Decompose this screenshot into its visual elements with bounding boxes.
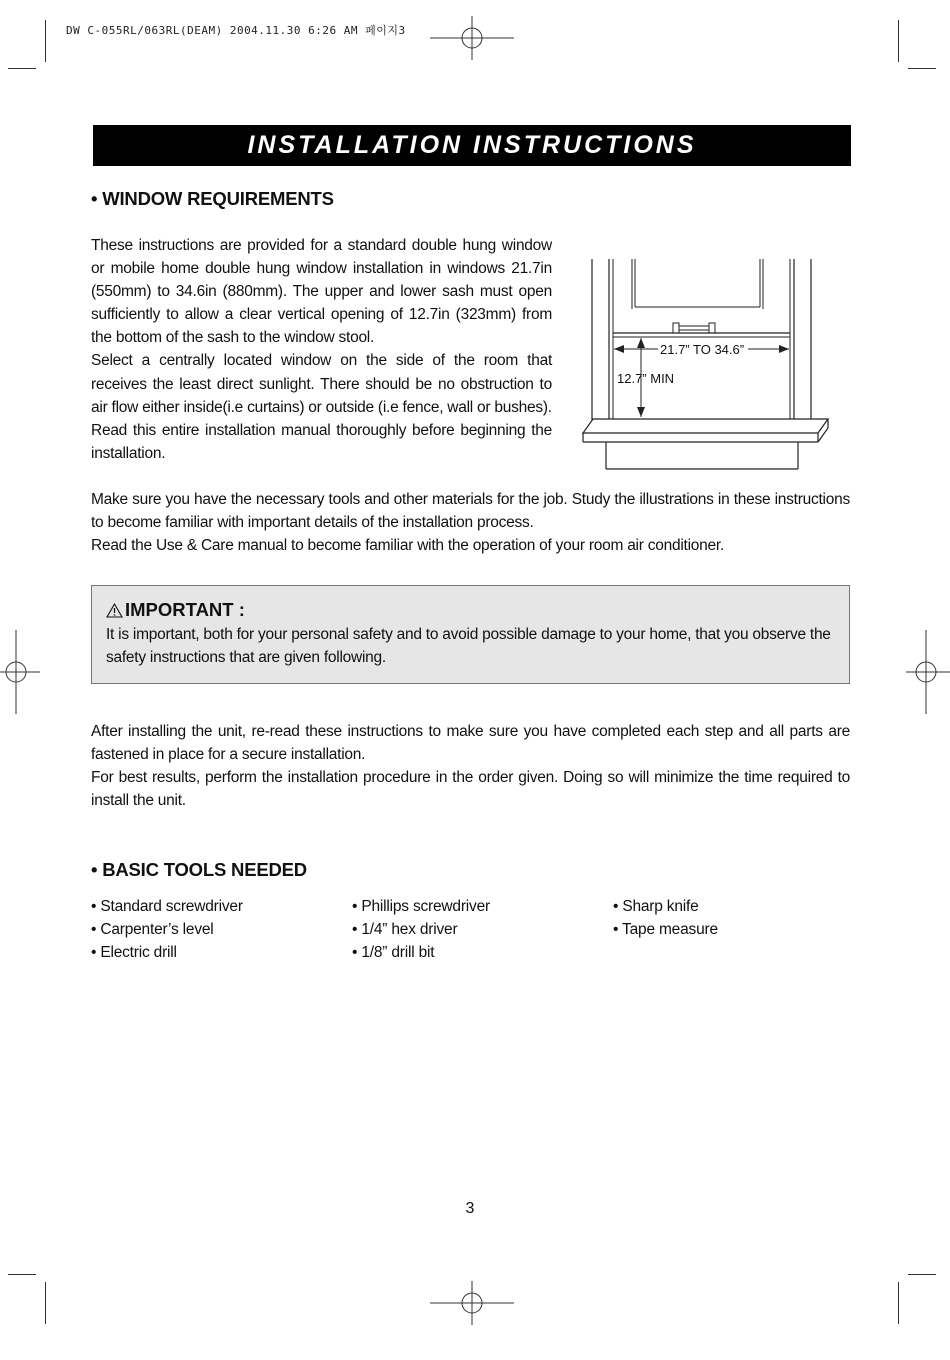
registration-mark-bottom <box>430 1281 514 1325</box>
list-item: • 1/8” drill bit <box>352 944 435 961</box>
important-notice <box>91 585 850 684</box>
paragraph: Read this entire installation manual thoroughly before beginning the installation. <box>91 421 552 462</box>
registration-mark-top <box>430 16 514 60</box>
important-text: It is important, both for your personal safety and to avoid possible damage to your home, that you observe the safety instructions that are given following. <box>106 626 831 667</box>
warning-icon <box>106 603 123 618</box>
registration-mark-right <box>906 630 950 714</box>
list-item: • Phillips screwdriver <box>352 898 490 915</box>
window-requirements-text <box>91 234 552 465</box>
list-item: • Tape measure <box>613 921 718 938</box>
paragraph: Select a centrally located window on the side of the room that receives the least direct sunlight. There should be no obstruction to air flow either inside(i.e curtains) or outside (i.e fence, wall or bushes). <box>91 352 552 416</box>
list-item: • Standard screwdriver <box>91 898 243 915</box>
width-dimension-label: 21.7” TO 34.6” <box>660 342 745 357</box>
list-item: • Carpenter’s level <box>91 921 214 938</box>
after-install-text <box>91 720 850 812</box>
registration-mark-left <box>0 630 40 714</box>
basic-tools-heading: • BASIC TOOLS NEEDED <box>91 859 307 880</box>
paragraph: After installing the unit, re-read these instructions to make sure you have completed each step and all parts are fastened in place for a secure installation. <box>91 723 850 764</box>
list-item: • 1/4” hex driver <box>352 921 458 938</box>
paragraph: For best results, perform the installation procedure in the order given. Doing so will minimize the time required to install the unit. <box>91 769 850 810</box>
window-requirements-text-full <box>91 488 850 557</box>
list-item: • Sharp knife <box>613 898 699 915</box>
important-title-text: IMPORTANT : <box>125 599 245 620</box>
page-number: 3 <box>465 1200 475 1217</box>
paragraph: Read the Use & Care manual to become familiar with the operation of your room air conditioner. <box>91 537 725 555</box>
list-item: • Electric drill <box>91 944 177 961</box>
window-requirements-heading: • WINDOW REQUIREMENTS <box>91 188 334 209</box>
height-dimension-label: 12.7” MIN <box>617 371 675 386</box>
page-title: INSTALLATION INSTRUCTIONS <box>93 125 851 166</box>
paragraph: Make sure you have the necessary tools and other materials for the job. Study the illustrations in these instructions to become familiar with important details of the installation process. <box>91 491 850 532</box>
paragraph: These instructions are provided for a standard double hung window or mobile home double hung window installation in windows 21.7in (550mm) to 34.6in (880mm). The upper and lower sash must open sufficiently to allow a clear vertical opening of 12.7in (323mm) from the bottom of the sash to the window stool. <box>91 237 552 347</box>
print-header: DW C-055RL/063RL(DEAM) 2004.11.30 6:26 AM 페이지3 <box>66 24 406 37</box>
important-heading <box>106 599 245 621</box>
window-diagram <box>578 255 833 475</box>
